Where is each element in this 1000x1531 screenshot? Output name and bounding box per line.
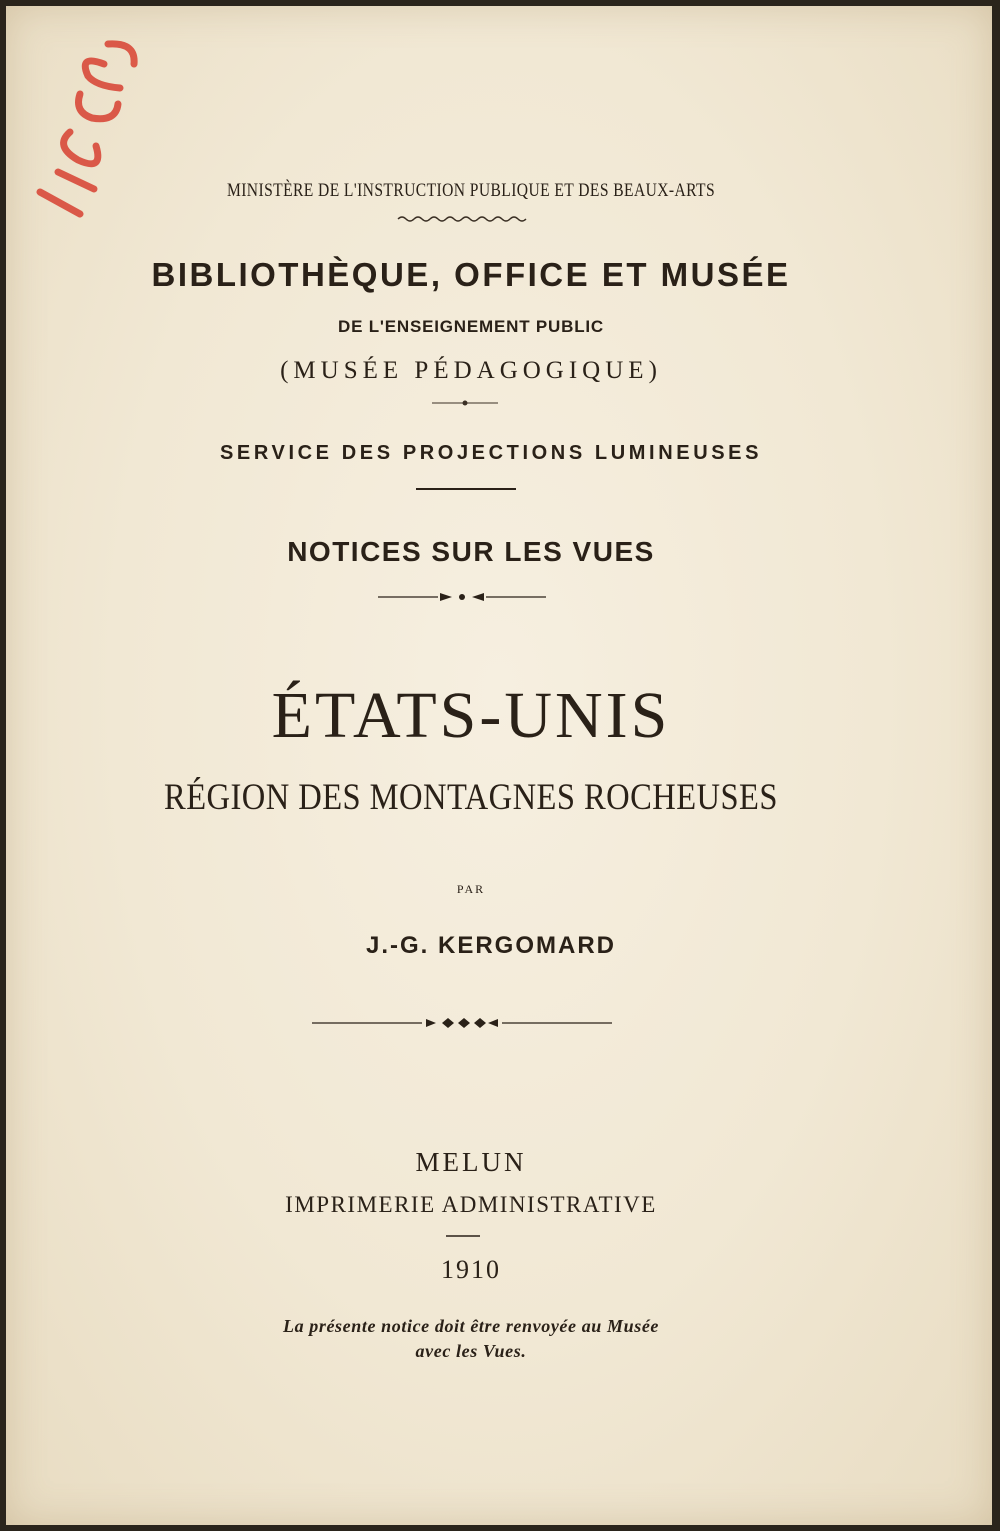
- wavy-rule-ornament: [396, 214, 536, 224]
- arrow-rule-ornament: [378, 591, 546, 603]
- musee-pedagogique: (MUSÉE PÉDAGOGIQUE): [280, 357, 662, 384]
- short-rule-ornament: [446, 1234, 480, 1238]
- service-line: SERVICE DES PROJECTIONS LUMINEUSES: [219, 442, 763, 464]
- author-name: J.-G. KERGOMARD: [365, 932, 616, 959]
- plain-rule-ornament: [416, 486, 516, 492]
- institution-title: BIBLIOTHÈQUE, OFFICE ET MUSÉE: [151, 256, 791, 293]
- imprint-city: MELUN: [415, 1147, 527, 1177]
- return-notice-line-2: avec les Vues.: [415, 1341, 527, 1361]
- region-subtitle: RÉGION DES MONTAGNES ROCHEUSES: [164, 777, 778, 818]
- ministry-line: MINISTÈRE DE L'INSTRUCTION PUBLIQUE ET DES BEAUX-ARTS: [226, 180, 716, 201]
- imprint-printer: IMPRIMERIE ADMINISTRATIVE: [285, 1192, 657, 1217]
- small-dot-rule-ornament: [430, 398, 500, 408]
- author-prefix: PAR: [456, 882, 486, 896]
- return-notice-line-1: La présente notice doit être renvoyée au Musée: [282, 1316, 660, 1336]
- imprint-year: 1910: [441, 1255, 501, 1284]
- notices-heading: NOTICES SUR LES VUES: [287, 536, 655, 567]
- diamond-rule-ornament: [312, 1017, 612, 1029]
- institution-subtitle: DE L'ENSEIGNEMENT PUBLIC: [338, 317, 604, 336]
- document-page: [6, 6, 992, 1525]
- main-title: ÉTATS-UNIS: [271, 679, 671, 752]
